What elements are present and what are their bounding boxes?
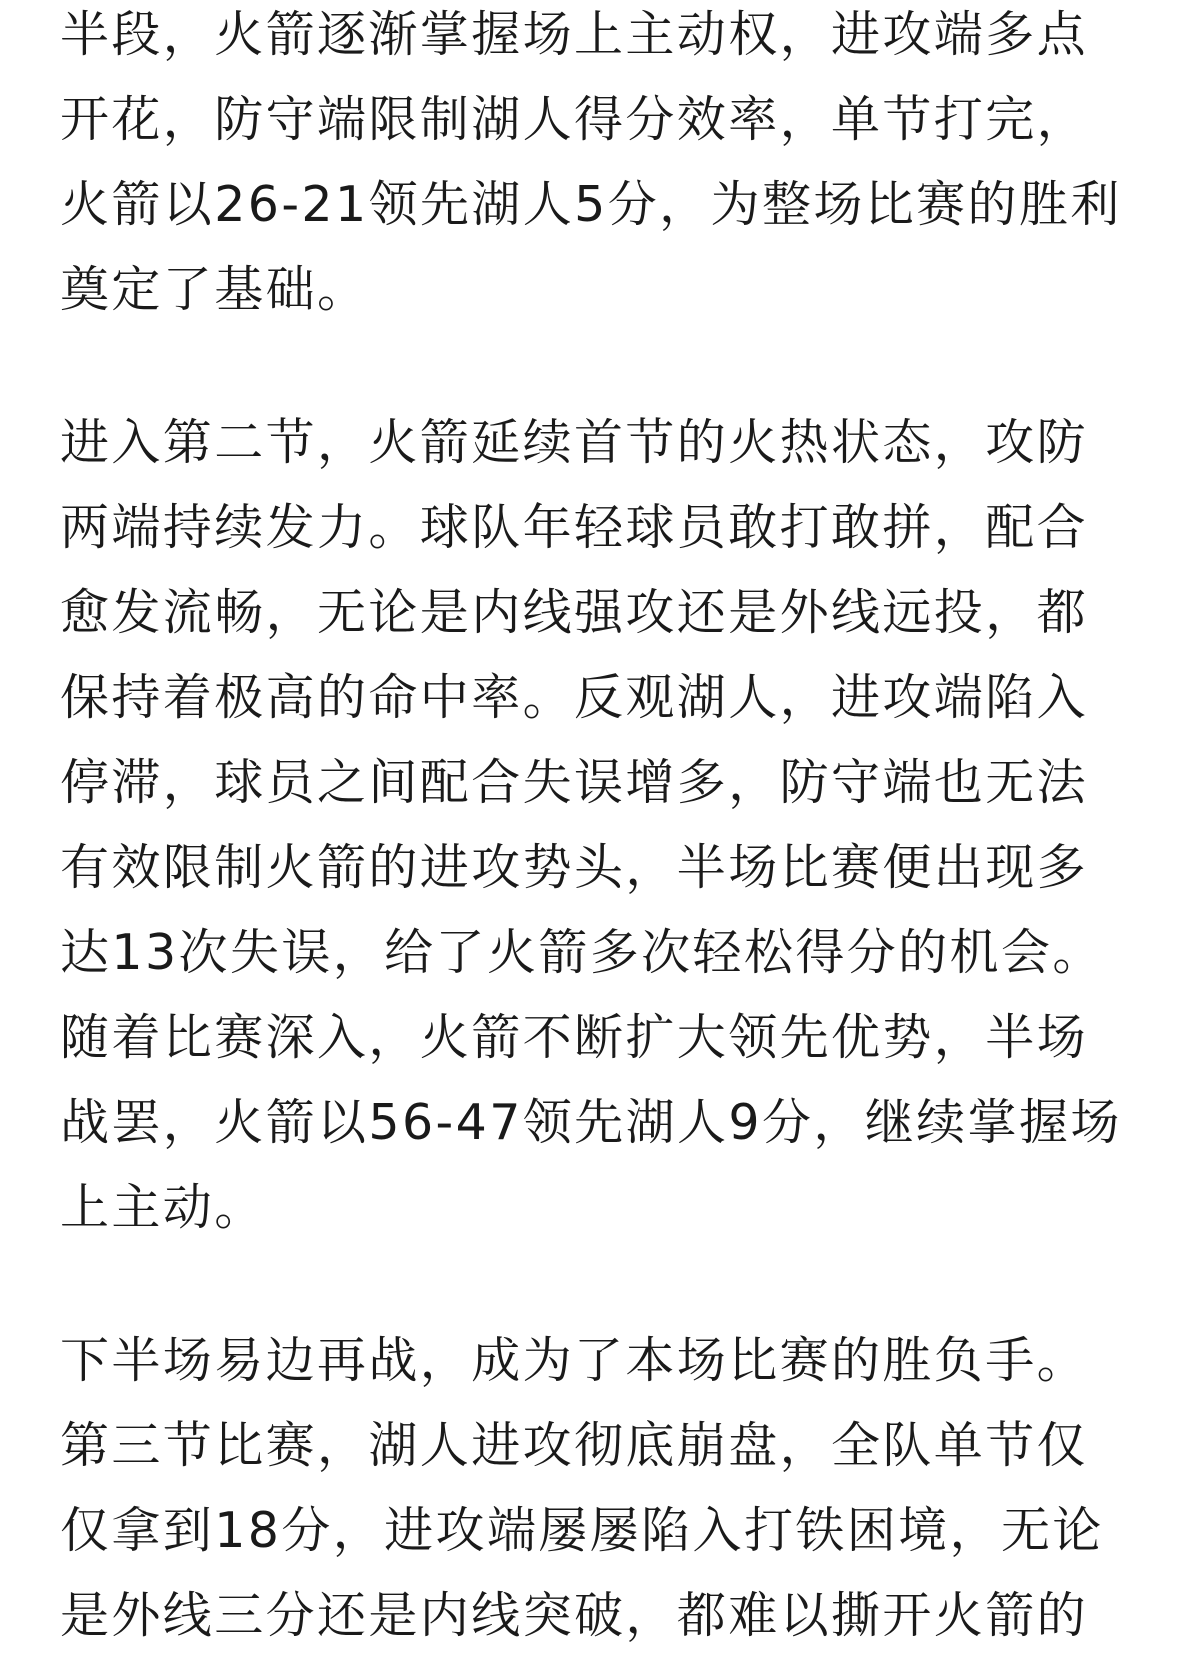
text-line: 奠定了基础。 xyxy=(60,261,369,318)
article-body xyxy=(60,0,1120,1658)
paragraph-3 xyxy=(60,1318,1120,1658)
text-line: 开花，防守端限制湖人得分效率，单节打完， xyxy=(60,91,1089,148)
paragraph-spacer xyxy=(60,332,1120,400)
text-line: 上主动。 xyxy=(60,1179,266,1236)
text-line: 半段，火箭逐渐掌握场上主动权，进攻端多点 xyxy=(60,6,1089,63)
text-line: 第三节比赛，湖人进攻彻底崩盘，全队单节仅 xyxy=(60,1417,1089,1474)
paragraph-1 xyxy=(60,0,1120,332)
text-line: 两端持续发力。球队年轻球员敢打敢拼，配合 xyxy=(60,499,1089,556)
text-line: 火箭以26-21领先湖人5分，为整场比赛的胜利 xyxy=(60,176,1122,233)
text-line: 保持着极高的命中率。反观湖人，进攻端陷入 xyxy=(60,669,1089,726)
text-line: 下半场易边再战，成为了本场比赛的胜负手。 xyxy=(60,1332,1089,1389)
text-line: 愈发流畅，无论是内线强攻还是外线远投，都 xyxy=(60,584,1089,641)
text-line: 随着比赛深入，火箭不断扩大领先优势，半场 xyxy=(60,1009,1089,1066)
text-line: 战罢，火箭以56-47领先湖人9分，继续掌握场 xyxy=(60,1094,1122,1151)
paragraph-spacer xyxy=(60,1250,1120,1318)
text-line: 有效限制火箭的进攻势头，半场比赛便出现多 xyxy=(60,839,1089,896)
text-line: 停滞，球员之间配合失误增多，防守端也无法 xyxy=(60,754,1089,811)
text-line: 是外线三分还是内线突破，都难以撕开火箭的 xyxy=(60,1587,1089,1644)
text-line: 仅拿到18分，进攻端屡屡陷入打铁困境，无论 xyxy=(60,1502,1104,1559)
text-line: 进入第二节，火箭延续首节的火热状态，攻防 xyxy=(60,414,1089,471)
paragraph-2 xyxy=(60,400,1120,1250)
text-line: 达13次失误，给了火箭多次轻松得分的机会。 xyxy=(60,924,1104,981)
